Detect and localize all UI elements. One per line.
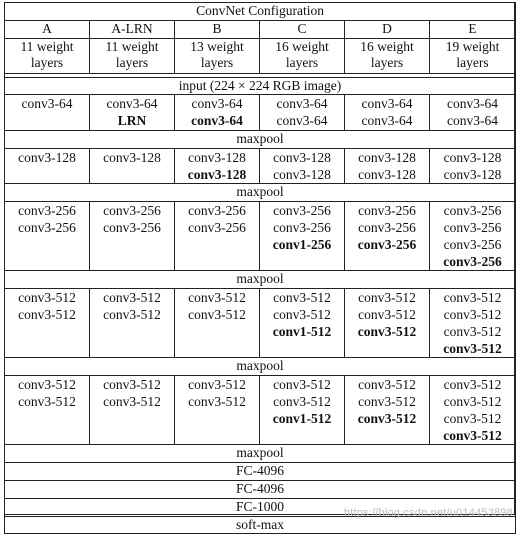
layer-label: conv3-512 xyxy=(358,377,416,393)
input-row: input (224 × 224 RGB image) xyxy=(5,77,516,95)
block-cell-d xyxy=(345,202,430,271)
layer-label: conv3-512 xyxy=(103,306,161,322)
depth-count: 19 weight xyxy=(445,38,500,54)
depth-unit: layers xyxy=(456,55,489,71)
layer-label: conv3-128 xyxy=(443,149,502,165)
column-letter-c: C xyxy=(260,20,345,38)
block-cell-a-lrn xyxy=(90,148,175,184)
maxpool-row: maxpool xyxy=(5,445,516,463)
layer-label: conv3-128 xyxy=(443,166,502,182)
layer-label: conv3-512 xyxy=(188,377,246,393)
block-cell-c xyxy=(260,202,345,271)
layer-label: conv3-512 xyxy=(443,340,502,356)
layer-label: conv3-512 xyxy=(443,377,502,393)
layer-label: conv3-256 xyxy=(18,203,76,219)
maxpool-row: maxpool xyxy=(5,184,516,202)
layer-label: conv1-512 xyxy=(272,410,332,426)
layer-label: conv3-256 xyxy=(357,236,417,252)
layer-label: conv3-512 xyxy=(443,410,502,426)
conv-block-3 xyxy=(5,202,516,271)
layer-label: conv3-512 xyxy=(358,290,416,306)
layer-label: conv3-512 xyxy=(273,290,331,306)
column-depth-a-lrn xyxy=(90,38,175,73)
layer-label: conv3-512 xyxy=(103,290,161,306)
block-cell-a xyxy=(5,376,90,445)
tail-layer-row: FC-1000 xyxy=(5,498,516,516)
layer-label: conv3-256 xyxy=(443,253,502,269)
layer-label: conv3-512 xyxy=(273,306,331,322)
block-cell-b xyxy=(175,376,260,445)
layer-label: conv3-512 xyxy=(18,290,76,306)
block-cell-e xyxy=(430,289,516,358)
block-cell-c xyxy=(260,95,345,131)
column-depth-b xyxy=(175,38,260,73)
layer-label: conv3-256 xyxy=(273,203,331,219)
layer-label: conv1-512 xyxy=(272,323,332,339)
layer-label: conv3-128 xyxy=(358,166,416,182)
column-depth-d xyxy=(345,38,430,73)
layer-label: conv3-128 xyxy=(18,149,76,165)
block-cell-a-lrn xyxy=(90,95,175,131)
block-cell-a xyxy=(5,95,90,131)
layer-label: conv3-512 xyxy=(357,410,417,426)
layer-label: conv3-512 xyxy=(443,290,502,306)
block-cell-d xyxy=(345,148,430,184)
layer-label: conv3-512 xyxy=(18,306,76,322)
conv-block-4 xyxy=(5,289,516,358)
tail-layer-row: FC-4096 xyxy=(5,480,516,498)
layer-label: conv3-512 xyxy=(273,377,331,393)
block-cell-c xyxy=(260,376,345,445)
tail-layer-row: FC-4096 xyxy=(5,463,516,481)
layer-label: conv3-128 xyxy=(273,149,331,165)
block-cell-d xyxy=(345,95,430,131)
layer-label: conv3-512 xyxy=(357,323,417,339)
conv-block-5 xyxy=(5,376,516,445)
layer-label: conv3-512 xyxy=(443,323,502,339)
block-cell-a-lrn xyxy=(90,376,175,445)
layer-label: conv3-64 xyxy=(361,113,413,129)
layer-label: conv3-128 xyxy=(188,149,246,165)
conv-block-2 xyxy=(5,148,516,184)
layer-label: conv3-64 xyxy=(276,113,328,129)
layer-label: conv3-64 xyxy=(21,96,73,112)
column-letter-a-lrn: A-LRN xyxy=(90,20,175,38)
block-cell-c xyxy=(260,289,345,358)
depth-unit: layers xyxy=(285,55,319,71)
table-title: ConvNet Configuration xyxy=(5,3,516,21)
layer-label: conv3-256 xyxy=(273,219,331,235)
block-cell-e xyxy=(430,376,516,445)
block-cell-a xyxy=(5,202,90,271)
layer-label: conv3-64 xyxy=(106,96,158,112)
column-letter-d: D xyxy=(345,20,430,38)
layer-label: conv3-512 xyxy=(188,290,246,306)
depth-count: 13 weight xyxy=(190,38,244,54)
maxpool-row: maxpool xyxy=(5,130,516,148)
column-letter-e: E xyxy=(430,20,516,38)
depth-count: 11 weight xyxy=(20,38,74,54)
layer-label: conv3-512 xyxy=(18,377,76,393)
column-depth-a xyxy=(5,38,90,73)
layer-label: conv3-512 xyxy=(358,306,416,322)
block-cell-a xyxy=(5,148,90,184)
layer-label: conv3-256 xyxy=(443,203,502,219)
column-depth-c xyxy=(260,38,345,73)
conv-block-1 xyxy=(5,95,516,131)
layer-label: conv3-512 xyxy=(18,393,76,409)
layer-label: conv3-512 xyxy=(103,377,161,393)
block-cell-c xyxy=(260,148,345,184)
column-letter-b: B xyxy=(175,20,260,38)
layer-label: conv3-512 xyxy=(103,393,161,409)
depth-unit: layers xyxy=(30,55,64,71)
layer-label: conv3-64 xyxy=(191,96,243,112)
layer-label: conv3-64 xyxy=(276,96,328,112)
layer-label: conv3-256 xyxy=(443,236,502,252)
layer-label: conv3-64 xyxy=(191,113,243,129)
block-cell-a-lrn xyxy=(90,289,175,358)
block-cell-a xyxy=(5,289,90,358)
layer-label: conv3-512 xyxy=(443,306,502,322)
block-cell-b xyxy=(175,95,260,131)
layer-label: conv3-256 xyxy=(103,219,161,235)
layer-label: conv1-256 xyxy=(272,236,332,252)
layer-label: conv3-512 xyxy=(188,393,246,409)
layer-label: conv3-64 xyxy=(447,96,499,112)
block-cell-b xyxy=(175,148,260,184)
tail-layer-row: soft-max xyxy=(5,516,516,534)
layer-label: conv3-64 xyxy=(361,96,413,112)
layer-label: conv3-256 xyxy=(358,203,416,219)
depth-count: 16 weight xyxy=(360,38,414,54)
layer-label: conv3-128 xyxy=(103,149,161,165)
depth-unit: layers xyxy=(200,55,234,71)
layer-label: conv3-512 xyxy=(443,427,502,443)
block-cell-d xyxy=(345,376,430,445)
watermark: https://blog.csdn.net/u014453898 xyxy=(343,507,513,519)
depth-count: 11 weight xyxy=(105,38,159,54)
block-cell-e xyxy=(430,148,516,184)
depth-unit: layers xyxy=(370,55,404,71)
block-cell-a-lrn xyxy=(90,202,175,271)
layer-label: conv3-256 xyxy=(18,219,76,235)
block-cell-d xyxy=(345,289,430,358)
layer-label: conv3-128 xyxy=(358,149,416,165)
block-cell-e xyxy=(430,95,516,131)
maxpool-row: maxpool xyxy=(5,271,516,289)
layer-label: conv3-256 xyxy=(103,203,161,219)
column-depth-e xyxy=(430,38,516,73)
layer-label: conv3-256 xyxy=(188,203,246,219)
layer-label: conv3-512 xyxy=(188,306,246,322)
layer-label: conv3-256 xyxy=(358,219,416,235)
layer-label: conv3-128 xyxy=(187,166,247,182)
layer-label: conv3-256 xyxy=(443,219,502,235)
column-letter-a: A xyxy=(5,20,90,38)
block-cell-b xyxy=(175,202,260,271)
layer-label: conv3-512 xyxy=(273,393,331,409)
layer-label: conv3-512 xyxy=(443,393,502,409)
layer-label: conv3-128 xyxy=(273,166,331,182)
layer-label: conv3-512 xyxy=(358,393,416,409)
convnet-configuration-table xyxy=(4,2,516,534)
maxpool-row: maxpool xyxy=(5,358,516,376)
block-cell-e xyxy=(430,202,516,271)
layer-label: conv3-64 xyxy=(447,113,499,129)
depth-unit: layers xyxy=(115,55,149,71)
block-cell-b xyxy=(175,289,260,358)
layer-label: conv3-256 xyxy=(188,219,246,235)
layer-label: LRN xyxy=(117,113,147,129)
depth-count: 16 weight xyxy=(275,38,329,54)
